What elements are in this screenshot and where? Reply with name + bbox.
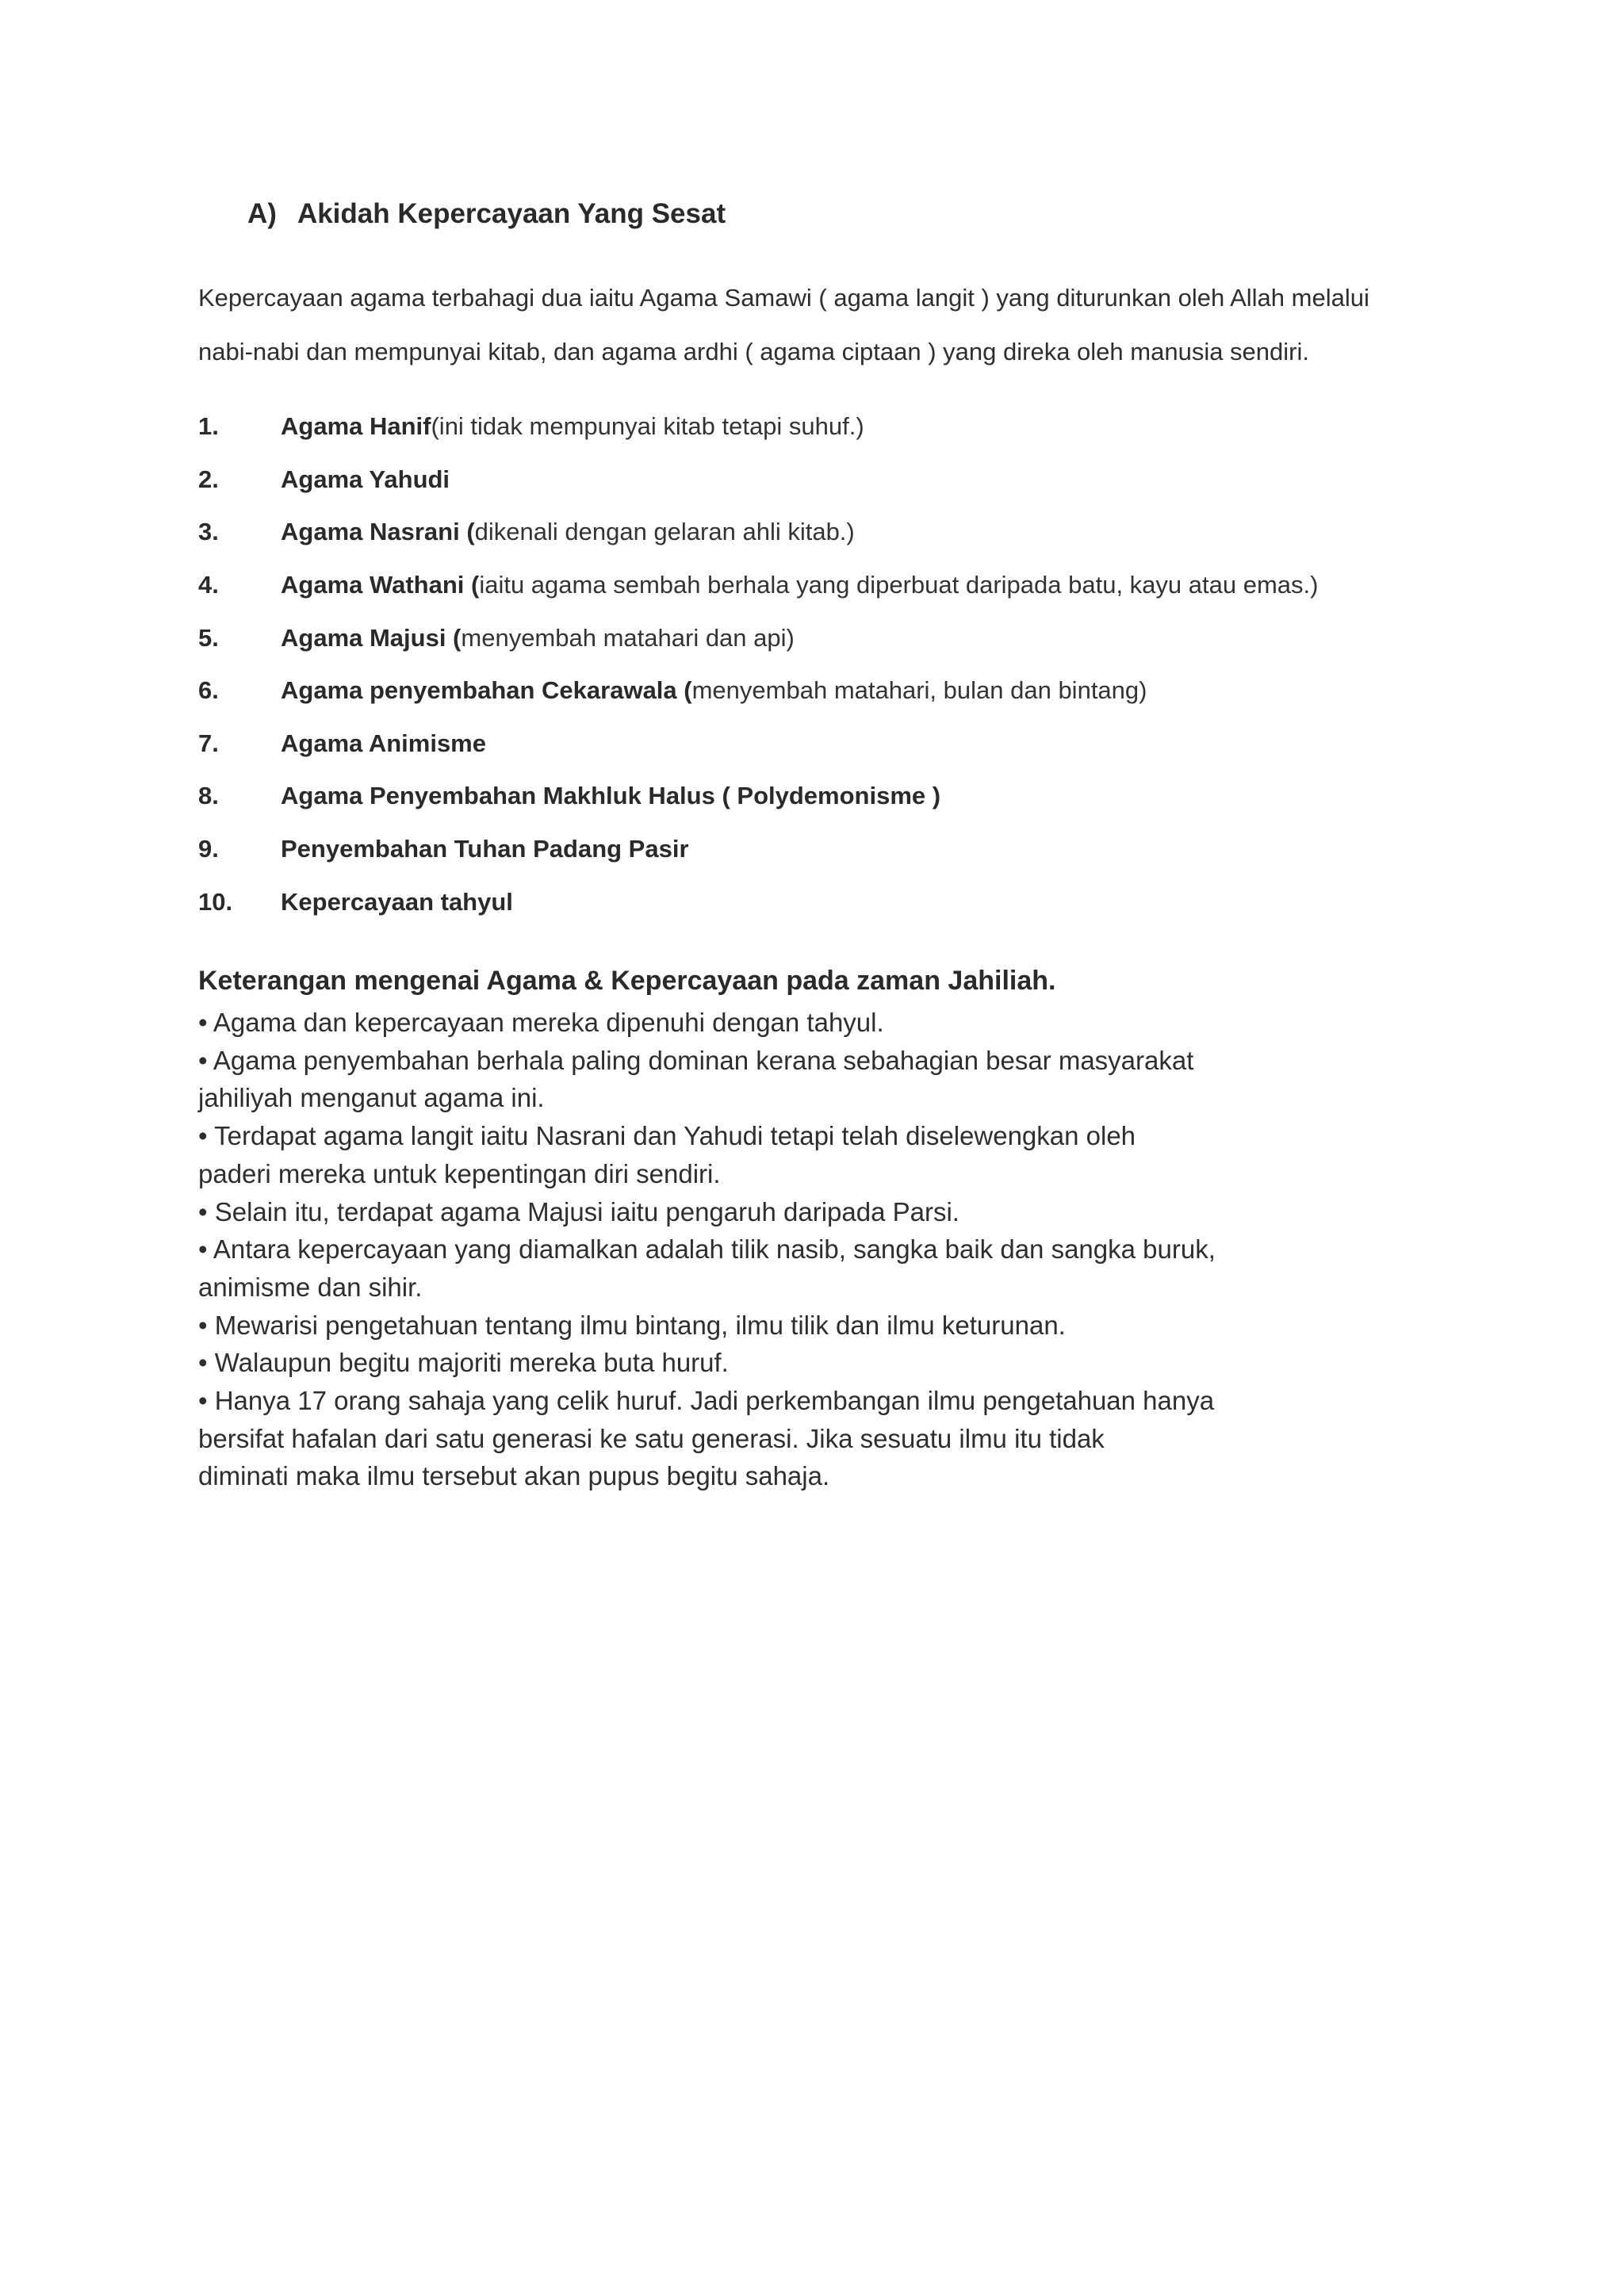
list-item <box>198 453 1318 507</box>
item-number: 7. <box>198 729 219 757</box>
item-name: Agama Yahudi <box>281 465 450 493</box>
item-name: Agama Animisme <box>281 729 486 757</box>
religion-list <box>198 400 1318 928</box>
list-item <box>198 664 1318 718</box>
notes-line: jahiliyah menganut agama ini. <box>198 1083 545 1113</box>
item-note: (ini tidak mempunyai kitab tetapi suhuf.) <box>431 412 864 441</box>
section-heading <box>247 198 726 230</box>
section-letter: A) <box>247 198 277 229</box>
notes-line: paderi mereka untuk kepentingan diri sendiri. <box>198 1158 721 1188</box>
item-note: menyembah matahari dan api) <box>461 623 795 652</box>
list-item <box>198 823 1318 876</box>
item-number: 9. <box>198 835 219 863</box>
item-name: Agama Majusi ( <box>281 623 462 652</box>
item-name: Agama penyembahan Cekarawala ( <box>281 676 692 705</box>
item-name: Agama Wathani ( <box>281 571 480 599</box>
item-number: 2. <box>198 465 219 493</box>
item-name: Kepercayaan tahyul <box>281 887 513 916</box>
list-item <box>198 611 1318 664</box>
notes-body <box>198 1004 1216 1495</box>
item-number: 10. <box>198 887 233 916</box>
item-name: Agama Hanif <box>281 412 431 441</box>
list-item <box>198 718 1318 771</box>
notes-line: bersifat hafalan dari satu generasi ke satu generasi. Jika sesuatu ilmu itu tidak <box>198 1423 1105 1453</box>
section-title: Akidah Kepercayaan Yang Sesat <box>297 198 726 229</box>
list-item <box>198 559 1318 612</box>
item-number: 1. <box>198 412 219 441</box>
item-note: dikenali dengan gelaran ahli kitab.) <box>474 518 855 546</box>
item-number: 4. <box>198 571 219 599</box>
item-note: iaitu agama sembah berhala yang diperbuat daripada batu, kayu atau emas.) <box>479 571 1319 599</box>
list-item <box>198 506 1318 559</box>
item-name: Penyembahan Tuhan Padang Pasir <box>281 835 689 863</box>
intro-line: Kepercayaan agama terbahagi dua iaitu Agama Samawi ( agama langit ) yang diturunkan oleh Allah melalui <box>198 284 1369 312</box>
item-name: Agama Penyembahan Makhluk Halus ( Polydemonisme ) <box>281 782 941 810</box>
list-item <box>198 875 1318 928</box>
notes-line: • Selain itu, terdapat agama Majusi iaitu pengaruh daripada Parsi. <box>198 1196 959 1226</box>
notes-title: Keterangan mengenai Agama & Kepercayaan pada zaman Jahiliah. <box>198 966 1056 996</box>
item-note: menyembah matahari, bulan dan bintang) <box>691 676 1147 705</box>
notes-line: • Agama penyembahan berhala paling dominan kerana sebahagian besar masyarakat <box>198 1045 1194 1075</box>
notes-line: • Walaupun begitu majoriti mereka buta huruf. <box>198 1348 729 1378</box>
notes-line: • Antara kepercayaan yang diamalkan adalah tilik nasib, sangka baik dan sangka buruk, <box>198 1234 1216 1265</box>
notes-line: • Agama dan kepercayaan mereka dipenuhi dengan tahyul. <box>198 1008 884 1037</box>
intro-paragraph <box>198 271 1467 379</box>
intro-line: nabi-nabi dan mempunyai kitab, dan agama ardhi ( agama ciptaan ) yang direka oleh manusia sendiri. <box>198 338 1309 365</box>
item-name: Agama Nasrani ( <box>281 518 475 546</box>
item-number: 6. <box>198 676 219 705</box>
item-number: 8. <box>198 782 219 810</box>
list-item <box>198 770 1318 823</box>
notes-line: • Mewarisi pengetahuan tentang ilmu bintang, ilmu tilik dan ilmu keturunan. <box>198 1310 1066 1340</box>
item-number: 3. <box>198 518 219 546</box>
notes-line: • Hanya 17 orang sahaja yang celik huruf. Jadi perkembangan ilmu pengetahuan hanya <box>198 1386 1215 1416</box>
notes-line: diminati maka ilmu tersebut akan pupus begitu sahaja. <box>198 1461 830 1491</box>
notes-line: animisme dan sihir. <box>198 1272 423 1302</box>
list-item <box>198 400 1318 453</box>
item-number: 5. <box>198 623 219 652</box>
notes-line: • Terdapat agama langit iaitu Nasrani dan Yahudi tetapi telah diselewengkan oleh <box>198 1121 1136 1151</box>
